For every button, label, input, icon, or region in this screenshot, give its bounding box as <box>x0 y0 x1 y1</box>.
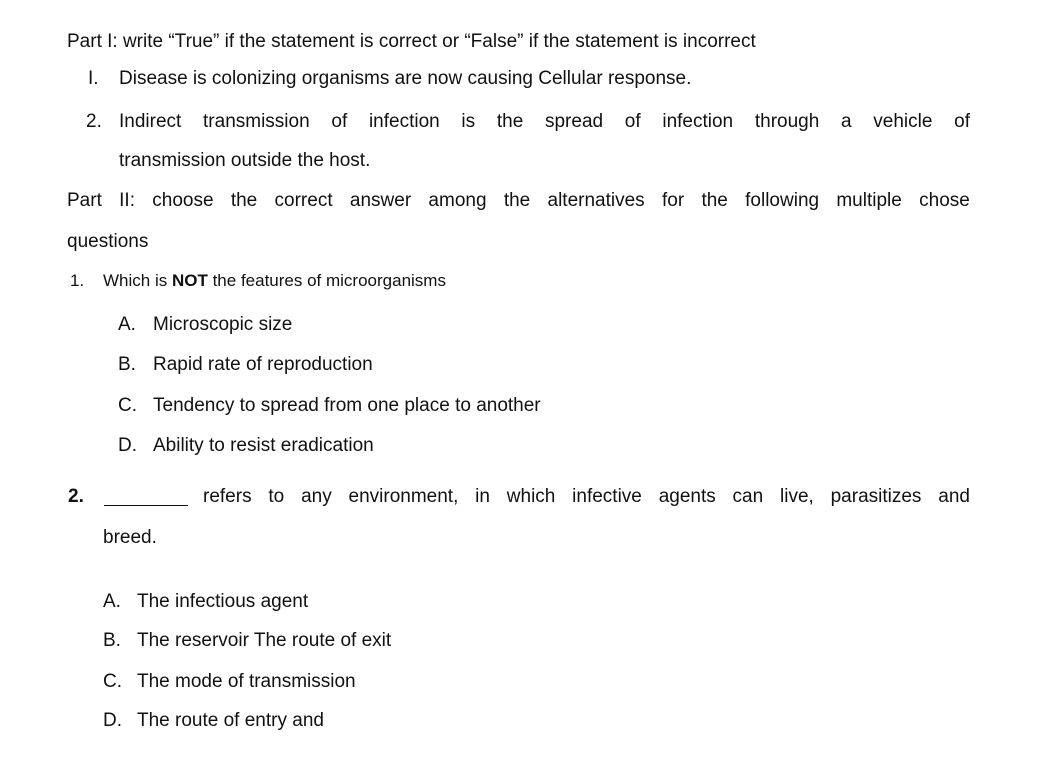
question-1-option-a-letter: A. <box>118 314 136 335</box>
word: of <box>624 111 641 132</box>
question-1-option-c-text: Tendency to spread from one place to another <box>153 395 541 416</box>
part2-heading-line2: questions <box>67 231 149 252</box>
word: a <box>841 111 852 132</box>
question-2-line1 <box>203 485 970 509</box>
part2-heading-line1 <box>67 189 970 213</box>
word: which <box>506 486 556 507</box>
question-2-option-a-text: The infectious agent <box>137 591 309 612</box>
word: answer <box>349 190 412 211</box>
word: the <box>230 190 258 211</box>
word: in <box>475 486 490 507</box>
word: is <box>461 111 476 132</box>
part1-item-2-line2: transmission outside the host. <box>119 150 371 171</box>
word: among <box>428 190 487 211</box>
question-1-emphasis: NOT <box>171 271 208 290</box>
word: of <box>331 111 348 132</box>
question-2-line2: breed. <box>103 527 157 548</box>
word: environment, <box>348 486 459 507</box>
word: correct <box>274 190 333 211</box>
word: any <box>301 486 332 507</box>
question-2-option-c-letter: C. <box>103 671 122 692</box>
word: the <box>701 190 728 211</box>
word: Part <box>67 190 102 211</box>
question-1-option-d-letter: D. <box>118 435 137 456</box>
word: of <box>954 111 970 132</box>
question-1-text-before: Which is <box>103 271 172 290</box>
word: transmission <box>203 111 310 132</box>
word: and <box>938 486 970 507</box>
word: chose <box>919 190 970 211</box>
question-1-option-d-text: Ability to resist eradication <box>153 435 374 456</box>
word: agents <box>658 486 716 507</box>
part1-item-2-line1 <box>119 110 970 134</box>
word: infective <box>572 486 642 507</box>
word: refers <box>203 486 252 507</box>
word: the <box>503 190 531 211</box>
answer-blank <box>104 488 188 506</box>
word: can <box>732 486 764 507</box>
question-1-option-b-letter: B. <box>118 354 136 375</box>
word: through <box>754 111 820 132</box>
question-2-option-c-text: The mode of transmission <box>137 671 356 692</box>
question-1-option-b-text: Rapid rate of reproduction <box>153 354 373 375</box>
question-1-text <box>103 269 446 293</box>
word: live, <box>780 486 814 507</box>
question-1-text-after: the features of microorganisms <box>207 271 446 290</box>
question-2-option-b-text: The reservoir The route of exit <box>137 630 392 651</box>
part1-item-2-number: 2. <box>86 111 102 132</box>
question-2-option-b-letter: B. <box>103 630 121 651</box>
part1-heading: Part I: write “True” if the statement is correct or “False” if the statement is incorrect <box>67 31 756 52</box>
word: choose <box>152 190 214 211</box>
word: parasitizes <box>830 486 922 507</box>
question-2-number: 2. <box>68 486 84 507</box>
word: II: <box>119 190 135 211</box>
word: infection <box>368 111 440 132</box>
word: vehicle <box>873 111 933 132</box>
part1-item-1-number: I. <box>88 68 99 89</box>
word: spread <box>544 111 604 132</box>
question-2-option-d-letter: D. <box>103 710 122 731</box>
word: alternatives <box>547 190 645 211</box>
question-1-number: 1. <box>70 271 85 290</box>
word: multiple <box>836 190 902 211</box>
word: for <box>661 190 685 211</box>
part1-item-1-text: Disease is colonizing organisms are now causing Cellular response. <box>119 68 692 89</box>
word: following <box>745 190 820 211</box>
question-1-option-c-letter: C. <box>118 395 137 416</box>
word: Indirect <box>119 111 182 132</box>
question-1-option-a-text: Microscopic size <box>153 314 293 335</box>
question-2-option-a-letter: A. <box>103 591 121 612</box>
word: the <box>496 111 524 132</box>
word: infection <box>662 111 734 132</box>
word: to <box>268 486 285 507</box>
question-2-option-d-text: The route of entry and <box>137 710 324 731</box>
